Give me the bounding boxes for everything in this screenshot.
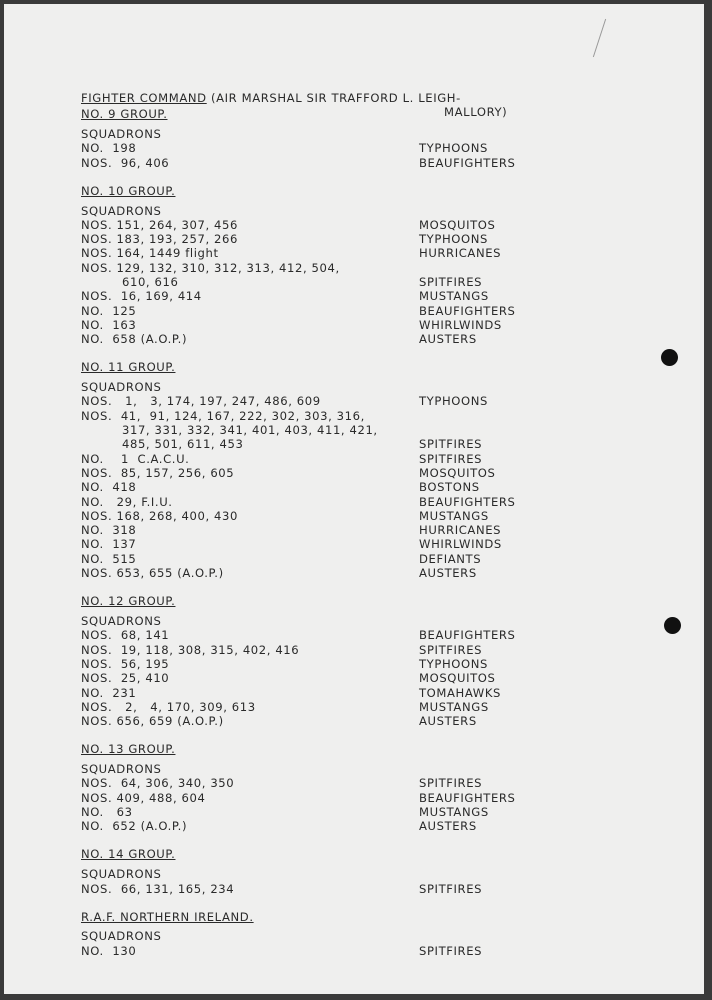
squadron-row	[81, 218, 601, 232]
aircraft-type: HURRICANES	[419, 246, 502, 261]
squadron-numbers: NO. 1 C.A.C.U.	[81, 451, 190, 466]
squadron-numbers: NOS. 151, 264, 307, 456	[81, 217, 238, 232]
group-heading-text: NO. 12 GROUP.	[81, 594, 176, 609]
group-heading	[81, 847, 601, 861]
aircraft-type: TOMAHAWKS	[419, 685, 501, 700]
aircraft-type: MUSTANGS	[419, 804, 489, 819]
aircraft-type: SPITFIRES	[419, 881, 483, 896]
squadron-row	[81, 409, 601, 452]
squadron-numbers: NO. 418	[81, 480, 137, 495]
squadron-numbers: NOS. 656, 659 (A.O.P.)	[81, 714, 224, 729]
squadron-numbers: NO. 198	[81, 141, 137, 156]
squadron-row	[81, 819, 601, 833]
squadron-row	[81, 289, 601, 303]
squadron-numbers: NO. 515	[81, 551, 137, 566]
squadron-row	[81, 480, 601, 494]
squadron-row	[81, 671, 601, 685]
squadron-numbers: NOS. 64, 306, 340, 350	[81, 776, 235, 791]
aircraft-type: TYPHOONS	[419, 394, 488, 409]
squadron-row	[81, 452, 601, 466]
squadron-numbers: NO. 163	[81, 317, 137, 332]
squadron-row	[81, 304, 601, 318]
aircraft-type: MOSQUITOS	[419, 671, 496, 686]
squadron-row	[81, 537, 601, 551]
squadron-numbers: NOS. 19, 118, 308, 315, 402, 416	[81, 642, 300, 657]
aircraft-type: BOSTONS	[419, 480, 480, 495]
squadron-numbers: NOS. 129, 132, 310, 312, 313, 412, 504,	[81, 260, 340, 275]
aircraft-type: SPITFIRES	[419, 776, 483, 791]
group-heading	[81, 742, 601, 756]
squadron-row	[81, 318, 601, 332]
squadron-numbers: NOS. 41, 91, 124, 167, 222, 302, 303, 316,	[81, 408, 365, 423]
squadron-numbers: 610, 616	[122, 275, 179, 290]
aircraft-type: SPITFIRES	[419, 275, 483, 290]
group-section	[81, 360, 601, 580]
aircraft-type: TYPHOONS	[419, 656, 488, 671]
squadron-numbers: NO. 130	[81, 943, 137, 958]
squadrons-label: SQUADRONS	[81, 929, 162, 944]
aircraft-type: MOSQUITOS	[419, 217, 496, 232]
title-command: FIGHTER COMMAND	[81, 91, 207, 105]
squadron-numbers: NO. 231	[81, 685, 137, 700]
squadrons-label: SQUADRONS	[81, 867, 162, 882]
group-heading	[81, 594, 601, 608]
squadrons-label: SQUADRONS	[81, 126, 162, 141]
aircraft-type: MUSTANGS	[419, 289, 489, 304]
squadron-row	[81, 332, 601, 346]
aircraft-type: SPITFIRES	[419, 642, 483, 657]
aircraft-type: TYPHOONS	[419, 232, 488, 247]
squadron-row	[81, 700, 601, 714]
aircraft-type: BEAUFIGHTERS	[419, 628, 516, 643]
aircraft-type: AUSTERS	[419, 819, 477, 834]
squadrons-label: SQUADRONS	[81, 762, 162, 777]
group-heading	[81, 184, 601, 198]
squadron-row	[81, 552, 601, 566]
aircraft-type: WHIRLWINDS	[419, 317, 502, 332]
squadron-numbers: NOS. 85, 157, 256, 605	[81, 465, 235, 480]
squadron-row	[81, 776, 601, 790]
squadron-numbers: 485, 501, 611, 453	[122, 437, 244, 452]
squadron-row	[81, 246, 601, 260]
squadron-numbers: 317, 331, 332, 341, 401, 403, 411, 421,	[122, 423, 378, 438]
aircraft-type: WHIRLWINDS	[419, 537, 502, 552]
group-section	[81, 742, 601, 833]
group-heading-text: NO. 10 GROUP.	[81, 183, 176, 198]
aircraft-type: BEAUFIGHTERS	[419, 303, 516, 318]
squadron-numbers: NOS. 653, 655 (A.O.P.)	[81, 566, 224, 581]
squadron-row	[81, 156, 601, 170]
group-heading-text: NO. 9 GROUP.	[81, 107, 168, 121]
document-page	[4, 4, 704, 994]
squadron-numbers: NOS. 183, 193, 257, 266	[81, 232, 238, 247]
punch-hole	[661, 349, 678, 366]
squadron-numbers: NO. 318	[81, 523, 137, 538]
title-continuation: MALLORY)	[444, 105, 508, 119]
squadron-row	[81, 261, 601, 290]
title-commander: (AIR MARSHAL SIR TRAFFORD L. LEIGH-	[206, 91, 461, 105]
group-section	[81, 594, 601, 728]
group-heading	[81, 910, 601, 924]
punch-hole	[664, 617, 681, 634]
aircraft-type: MOSQUITOS	[419, 465, 496, 480]
aircraft-type: DEFIANTS	[419, 551, 482, 566]
aircraft-type: SPITFIRES	[419, 943, 483, 958]
group-heading-text: NO. 13 GROUP.	[81, 742, 176, 757]
squadrons-label: SQUADRONS	[81, 203, 162, 218]
squadron-numbers: NOS. 16, 169, 414	[81, 289, 202, 304]
group-section	[81, 847, 601, 896]
aircraft-type: AUSTERS	[419, 566, 477, 581]
group-heading-text: NO. 14 GROUP.	[81, 847, 176, 862]
squadron-numbers: NOS. 1, 3, 174, 197, 247, 486, 609	[81, 394, 321, 409]
squadron-row	[81, 466, 601, 480]
group-section	[81, 910, 601, 959]
squadron-numbers: NOS. 409, 488, 604	[81, 790, 206, 805]
aircraft-type: BEAUFIGHTERS	[419, 494, 516, 509]
squadron-numbers: NOS. 164, 1449 flight	[81, 246, 219, 261]
aircraft-type: SPITFIRES	[419, 437, 483, 452]
aircraft-type: HURRICANES	[419, 523, 502, 538]
squadrons-label: SQUADRONS	[81, 614, 162, 629]
squadron-row	[81, 232, 601, 246]
pencil-mark	[593, 19, 606, 57]
squadron-numbers: NOS. 25, 410	[81, 671, 170, 686]
squadron-numbers: NOS. 96, 406	[81, 155, 170, 170]
squadron-numbers: NOS. 68, 141	[81, 628, 170, 643]
squadron-row	[81, 141, 601, 155]
squadron-row	[81, 882, 601, 896]
squadron-numbers: NO. 125	[81, 303, 137, 318]
squadron-numbers: NO. 652 (A.O.P.)	[81, 819, 188, 834]
aircraft-type: AUSTERS	[419, 714, 477, 729]
squadron-row	[81, 394, 601, 408]
squadron-numbers: NOS. 168, 268, 400, 430	[81, 508, 238, 523]
aircraft-type: BEAUFIGHTERS	[419, 790, 516, 805]
squadron-row	[81, 643, 601, 657]
group-heading-text: R.A.F. NORTHERN IRELAND.	[81, 909, 254, 924]
document-body	[81, 90, 601, 958]
squadron-row	[81, 523, 601, 537]
aircraft-type: SPITFIRES	[419, 451, 483, 466]
group-heading	[81, 107, 601, 121]
aircraft-type: TYPHOONS	[419, 141, 488, 156]
squadron-numbers: NO. 29, F.I.U.	[81, 494, 173, 509]
squadron-row	[81, 944, 601, 958]
group-heading-text: NO. 11 GROUP.	[81, 360, 176, 375]
squadron-numbers: NO. 63	[81, 804, 133, 819]
aircraft-type: MUSTANGS	[419, 508, 489, 523]
squadron-row	[81, 566, 601, 580]
squadron-numbers: NO. 137	[81, 537, 137, 552]
group-section	[81, 184, 601, 347]
aircraft-type: MUSTANGS	[419, 699, 489, 714]
squadron-row	[81, 686, 601, 700]
aircraft-type: AUSTERS	[419, 332, 477, 347]
squadron-row	[81, 791, 601, 805]
squadron-row	[81, 628, 601, 642]
squadron-row	[81, 714, 601, 728]
squadron-numbers: NOS. 2, 4, 170, 309, 613	[81, 699, 256, 714]
group-heading	[81, 360, 601, 374]
aircraft-type: BEAUFIGHTERS	[419, 155, 516, 170]
squadron-row	[81, 805, 601, 819]
squadrons-label: SQUADRONS	[81, 380, 162, 395]
squadron-row	[81, 495, 601, 509]
squadron-numbers: NOS. 56, 195	[81, 656, 170, 671]
group-section	[81, 107, 601, 170]
squadron-numbers: NOS. 66, 131, 165, 234	[81, 881, 235, 896]
squadron-numbers: NO. 658 (A.O.P.)	[81, 332, 188, 347]
squadron-row	[81, 657, 601, 671]
squadron-row	[81, 509, 601, 523]
